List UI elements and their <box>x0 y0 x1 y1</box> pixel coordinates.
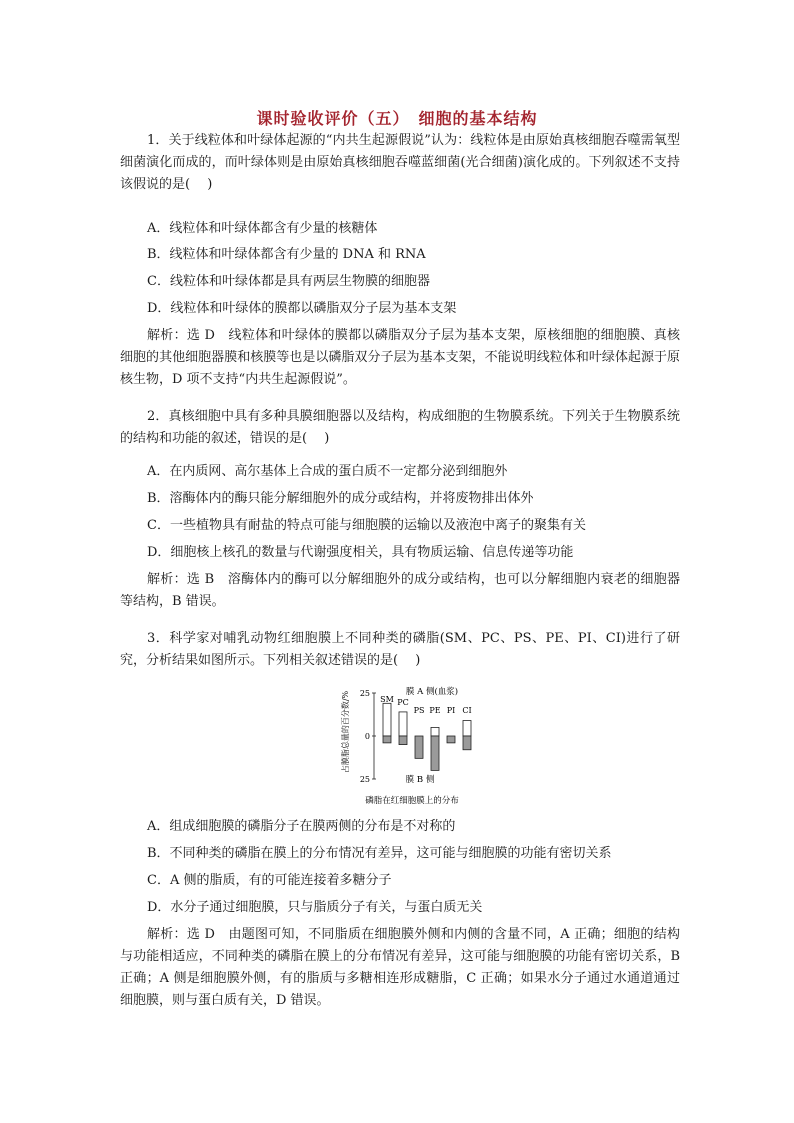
bar-side-a-pc <box>399 712 407 736</box>
bar-side-b-sm <box>383 736 391 743</box>
bars-group <box>380 695 471 770</box>
q2-option-d: D．细胞核上核孔的数量与代谢强度相关，具有物质运输、信息传递等功能 <box>147 545 574 560</box>
q2-option-c: C．一些植物具有耐盐的特点可能与细胞膜的运输以及液泡中离子的聚集有关 <box>147 518 586 533</box>
q3-analysis: 解析：选 D 由题图可知，不同脂质在细胞膜外侧和内侧的含量不同，A 正确；细胞的结构与功能相适应，不同种类的磷脂在膜上的分布情况有差异，这可能与细胞膜的功能有密切关系，B 正确；A 侧是细胞膜外侧，有的脂质与多糖相连形成糖脂，C 正确；如果水分子通过水通道通过细胞膜，则与蛋白质有关，D 错误。 <box>120 927 680 1008</box>
q3-option-b: B．不同种类的磷脂在膜上的分布情况有差异，这可能与细胞膜的功能有密切关系 <box>147 846 612 861</box>
q1-analysis: 解析：选 D 线粒体和叶绿体的膜都以磷脂双分子层为基本支架，原核细胞的细胞膜、真核细胞的其他细胞器膜和核膜等也是以磷脂双分子层为基本支架，不能说明线粒体和叶绿体起源于原核生物，D 项不支持“内共生起源假说”。 <box>120 328 680 387</box>
q3-option-c: C．A 侧的脂质，有的可能连接着多糖分子 <box>147 873 392 888</box>
q3-option-a: A．组成细胞膜的磷脂分子在膜两侧的分布是不对称的 <box>147 819 456 834</box>
y-tick-zero: 0 <box>364 732 370 741</box>
side-a-label: 膜 A 侧(血浆) <box>405 687 459 697</box>
category-label-ci: CI <box>462 706 472 715</box>
side-b-label: 膜 B 侧 <box>405 775 435 785</box>
bar-side-a-ci <box>463 721 471 736</box>
q1-option-c: C．线粒体和叶绿体都是具有两层生物膜的细胞器 <box>147 274 430 289</box>
q2-option-b: B．溶酶体内的酶只能分解细胞外的成分或结构，并将废物排出体外 <box>147 491 534 506</box>
page-title: 课时验收评价（五） 细胞的基本结构 <box>256 109 538 128</box>
q1-option-a: A．线粒体和叶绿体都含有少量的核糖体 <box>147 221 378 236</box>
category-label-ps: PS <box>413 706 425 715</box>
q2-option-a: A．在内质网、高尔基体上合成的蛋白质不一定都分泌到细胞外 <box>147 464 508 479</box>
y-axis-label: 占膜脂总量的百分数/% <box>341 690 350 774</box>
category-label-pi: PI <box>446 706 456 715</box>
chart-title: 磷脂在红细胞膜上的分布 <box>365 796 459 806</box>
y-tick-bottom: 25 <box>359 775 370 784</box>
q1-option-d: D．线粒体和叶绿体的膜都以磷脂双分子层为基本支架 <box>147 301 457 316</box>
bar-side-b-ps <box>415 736 423 758</box>
bar-side-a-sm <box>383 703 391 736</box>
category-label-sm: SM <box>380 695 394 704</box>
q1-option-b: B．线粒体和叶绿体都含有少量的 DNA 和 RNA <box>147 247 426 262</box>
bar-side-b-ci <box>463 736 471 750</box>
category-label-pe: PE <box>429 706 441 715</box>
bar-side-b-pc <box>399 736 407 745</box>
q3-option-d: D．水分子通过细胞膜，只与脂质分子有关，与蛋白质无关 <box>147 900 483 915</box>
bar-side-b-pe <box>431 736 439 770</box>
category-label-pc: PC <box>397 698 409 707</box>
q2-analysis: 解析：选 B 溶酶体内的酶可以分解细胞外的成分或结构，也可以分解细胞内衰老的细胞器等结构，B 错误。 <box>120 572 680 609</box>
question-1-stem: 1．关于线粒体和叶绿体起源的“内共生起源假说”认为：线粒体是由原始真核细胞吞噬需氧型细菌演化而成的，而叶绿体则是由原始真核细胞吞噬蓝细菌(光合细菌)演化成的。下列叙述不支持该假说的是( ) <box>120 133 680 192</box>
bar-side-a-pe <box>431 727 439 736</box>
chart-svg <box>340 682 480 812</box>
y-tick-top: 25 <box>359 689 370 698</box>
question-2-stem: 2．真核细胞中具有多种具膜细胞器以及结构，构成细胞的生物膜系统。下列关于生物膜系统的结构和功能的叙述，错误的是( ) <box>120 409 680 446</box>
question-3-stem: 3．科学家对哺乳动物红细胞膜上不同种类的磷脂(SM、PC、PS、PE、PI、CI)进行了研究，分析结果如图所示。下列相关叙述错误的是( ) <box>120 631 680 668</box>
phospholipid-chart <box>340 682 480 812</box>
bar-side-b-pi <box>447 736 455 743</box>
